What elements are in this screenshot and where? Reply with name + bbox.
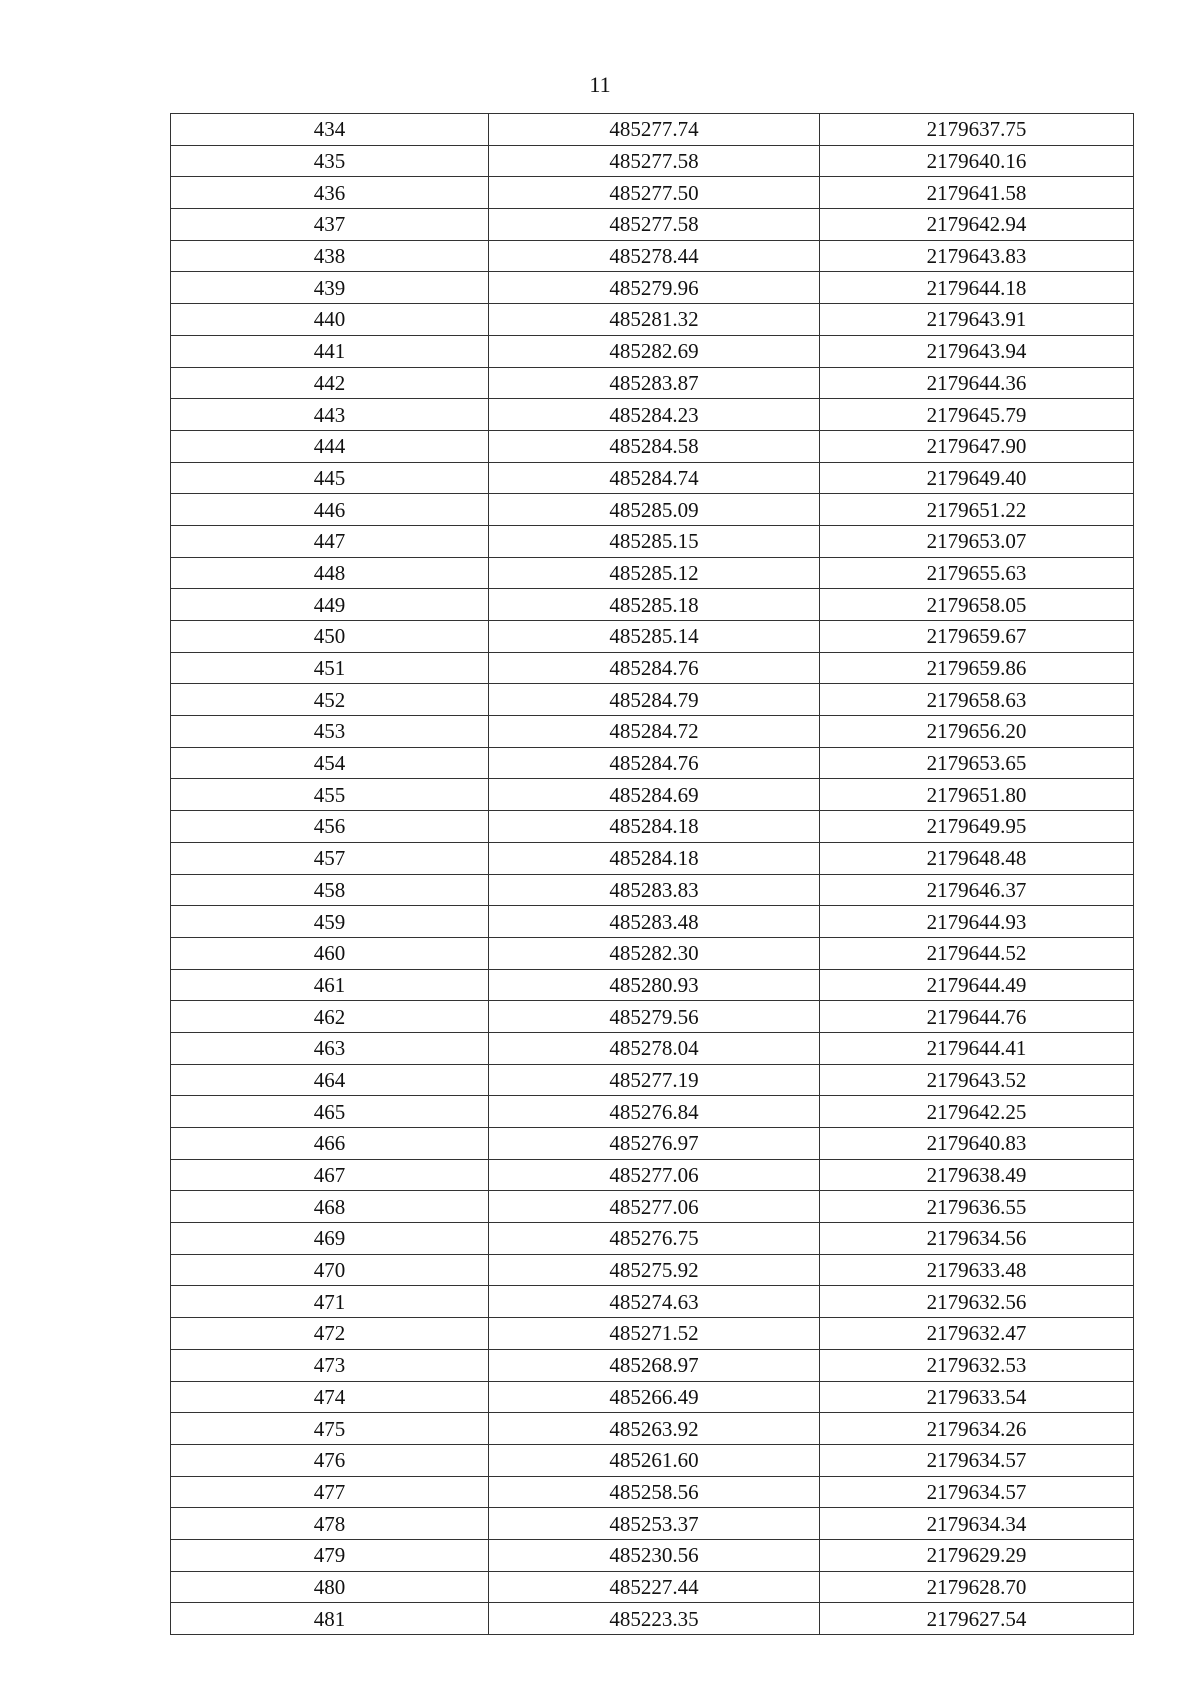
y-coordinate-cell: 2179643.83 [820,240,1134,272]
point-number-cell: 465 [171,1096,489,1128]
table-row [171,1349,1134,1381]
x-coordinate-cell: 485253.37 [489,1508,820,1540]
table-row [171,1318,1134,1350]
point-number-cell: 472 [171,1318,489,1350]
point-number-cell: 435 [171,145,489,177]
table-row [171,1128,1134,1160]
x-coordinate-cell: 485284.76 [489,747,820,779]
x-coordinate-cell: 485279.56 [489,1001,820,1033]
point-number-cell: 452 [171,684,489,716]
point-number-cell: 458 [171,874,489,906]
y-coordinate-cell: 2179644.36 [820,367,1134,399]
point-number-cell: 478 [171,1508,489,1540]
table-row [171,747,1134,779]
x-coordinate-cell: 485263.92 [489,1413,820,1445]
table-row [171,621,1134,653]
y-coordinate-cell: 2179649.40 [820,462,1134,494]
x-coordinate-cell: 485285.15 [489,525,820,557]
x-coordinate-cell: 485277.50 [489,177,820,209]
point-number-cell: 442 [171,367,489,399]
point-number-cell: 445 [171,462,489,494]
y-coordinate-cell: 2179644.18 [820,272,1134,304]
point-number-cell: 453 [171,716,489,748]
point-number-cell: 466 [171,1128,489,1160]
x-coordinate-cell: 485276.84 [489,1096,820,1128]
table-row [171,1223,1134,1255]
y-coordinate-cell: 2179647.90 [820,430,1134,462]
point-number-cell: 463 [171,1032,489,1064]
point-number-cell: 479 [171,1539,489,1571]
table-row [171,1064,1134,1096]
point-number-cell: 451 [171,652,489,684]
y-coordinate-cell: 2179636.55 [820,1191,1134,1223]
y-coordinate-cell: 2179653.07 [820,525,1134,557]
y-coordinate-cell: 2179640.83 [820,1128,1134,1160]
x-coordinate-cell: 485276.97 [489,1128,820,1160]
y-coordinate-cell: 2179633.54 [820,1381,1134,1413]
table-row [171,1254,1134,1286]
x-coordinate-cell: 485284.76 [489,652,820,684]
x-coordinate-cell: 485284.18 [489,811,820,843]
y-coordinate-cell: 2179655.63 [820,557,1134,589]
x-coordinate-cell: 485280.93 [489,969,820,1001]
point-number-cell: 477 [171,1476,489,1508]
x-coordinate-cell: 485284.69 [489,779,820,811]
x-coordinate-cell: 485227.44 [489,1571,820,1603]
y-coordinate-cell: 2179644.41 [820,1032,1134,1064]
x-coordinate-cell: 485261.60 [489,1444,820,1476]
point-number-cell: 456 [171,811,489,843]
point-number-cell: 471 [171,1286,489,1318]
y-coordinate-cell: 2179632.53 [820,1349,1134,1381]
x-coordinate-cell: 485285.12 [489,557,820,589]
point-number-cell: 441 [171,335,489,367]
x-coordinate-cell: 485223.35 [489,1603,820,1635]
point-number-cell: 470 [171,1254,489,1286]
y-coordinate-cell: 2179648.48 [820,842,1134,874]
point-number-cell: 481 [171,1603,489,1635]
x-coordinate-cell: 485277.58 [489,145,820,177]
x-coordinate-cell: 485258.56 [489,1476,820,1508]
table-row [171,430,1134,462]
x-coordinate-cell: 485285.09 [489,494,820,526]
table-row [171,969,1134,1001]
table-row [171,335,1134,367]
point-number-cell: 446 [171,494,489,526]
table-row [171,145,1134,177]
y-coordinate-cell: 2179634.57 [820,1476,1134,1508]
x-coordinate-cell: 485284.18 [489,842,820,874]
table-row [171,1603,1134,1635]
y-coordinate-cell: 2179634.26 [820,1413,1134,1445]
table-row [171,1571,1134,1603]
y-coordinate-cell: 2179628.70 [820,1571,1134,1603]
point-number-cell: 475 [171,1413,489,1445]
x-coordinate-cell: 485283.87 [489,367,820,399]
point-number-cell: 468 [171,1191,489,1223]
x-coordinate-cell: 485284.79 [489,684,820,716]
table-row [171,652,1134,684]
x-coordinate-cell: 485278.44 [489,240,820,272]
x-coordinate-cell: 485277.74 [489,114,820,146]
x-coordinate-cell: 485284.58 [489,430,820,462]
table-row [171,557,1134,589]
table-row [171,1286,1134,1318]
table-row [171,1001,1134,1033]
y-coordinate-cell: 2179641.58 [820,177,1134,209]
point-number-cell: 467 [171,1159,489,1191]
table-row [171,906,1134,938]
table-row [171,525,1134,557]
y-coordinate-cell: 2179632.47 [820,1318,1134,1350]
table-row [171,1476,1134,1508]
point-number-cell: 439 [171,272,489,304]
point-number-cell: 434 [171,114,489,146]
x-coordinate-cell: 485275.92 [489,1254,820,1286]
x-coordinate-cell: 485284.72 [489,716,820,748]
point-number-cell: 450 [171,621,489,653]
table-row [171,494,1134,526]
y-coordinate-cell: 2179656.20 [820,716,1134,748]
x-coordinate-cell: 485278.04 [489,1032,820,1064]
table-row [171,1444,1134,1476]
table-row [171,1508,1134,1540]
x-coordinate-cell: 485274.63 [489,1286,820,1318]
x-coordinate-cell: 485230.56 [489,1539,820,1571]
x-coordinate-cell: 485284.23 [489,399,820,431]
y-coordinate-cell: 2179640.16 [820,145,1134,177]
y-coordinate-cell: 2179633.48 [820,1254,1134,1286]
table-row [171,842,1134,874]
y-coordinate-cell: 2179643.52 [820,1064,1134,1096]
x-coordinate-cell: 485279.96 [489,272,820,304]
x-coordinate-cell: 485277.58 [489,209,820,241]
table-row [171,1413,1134,1445]
x-coordinate-cell: 485285.14 [489,621,820,653]
x-coordinate-cell: 485271.52 [489,1318,820,1350]
table-row [171,1096,1134,1128]
y-coordinate-cell: 2179634.34 [820,1508,1134,1540]
y-coordinate-cell: 2179642.25 [820,1096,1134,1128]
x-coordinate-cell: 485276.75 [489,1223,820,1255]
point-number-cell: 436 [171,177,489,209]
table-row [171,177,1134,209]
x-coordinate-cell: 485281.32 [489,304,820,336]
y-coordinate-cell: 2179638.49 [820,1159,1134,1191]
y-coordinate-cell: 2179646.37 [820,874,1134,906]
point-number-cell: 462 [171,1001,489,1033]
point-number-cell: 457 [171,842,489,874]
x-coordinate-cell: 485283.83 [489,874,820,906]
table-row [171,716,1134,748]
y-coordinate-cell: 2179658.63 [820,684,1134,716]
y-coordinate-cell: 2179645.79 [820,399,1134,431]
y-coordinate-cell: 2179649.95 [820,811,1134,843]
y-coordinate-cell: 2179634.56 [820,1223,1134,1255]
table-row [171,1191,1134,1223]
y-coordinate-cell: 2179642.94 [820,209,1134,241]
table-row [171,684,1134,716]
point-number-cell: 454 [171,747,489,779]
table-row [171,114,1134,146]
point-number-cell: 469 [171,1223,489,1255]
y-coordinate-cell: 2179644.76 [820,1001,1134,1033]
x-coordinate-cell: 485266.49 [489,1381,820,1413]
table-row [171,779,1134,811]
coordinates-table-body [171,114,1134,1635]
point-number-cell: 447 [171,525,489,557]
table-row [171,399,1134,431]
y-coordinate-cell: 2179634.57 [820,1444,1134,1476]
table-row [171,272,1134,304]
table-row [171,874,1134,906]
point-number-cell: 437 [171,209,489,241]
x-coordinate-cell: 485284.74 [489,462,820,494]
y-coordinate-cell: 2179637.75 [820,114,1134,146]
y-coordinate-cell: 2179651.22 [820,494,1134,526]
point-number-cell: 464 [171,1064,489,1096]
y-coordinate-cell: 2179644.52 [820,937,1134,969]
x-coordinate-cell: 485282.30 [489,937,820,969]
table-row [171,937,1134,969]
point-number-cell: 476 [171,1444,489,1476]
point-number-cell: 440 [171,304,489,336]
x-coordinate-cell: 485277.06 [489,1159,820,1191]
y-coordinate-cell: 2179643.91 [820,304,1134,336]
point-number-cell: 474 [171,1381,489,1413]
page-number: 11 [589,72,611,97]
table-row [171,367,1134,399]
x-coordinate-cell: 485283.48 [489,906,820,938]
table-row [171,1381,1134,1413]
table-row [171,589,1134,621]
point-number-cell: 473 [171,1349,489,1381]
x-coordinate-cell: 485282.69 [489,335,820,367]
y-coordinate-cell: 2179627.54 [820,1603,1134,1635]
point-number-cell: 460 [171,937,489,969]
table-row [171,209,1134,241]
point-number-cell: 443 [171,399,489,431]
x-coordinate-cell: 485277.06 [489,1191,820,1223]
table-row [171,1032,1134,1064]
y-coordinate-cell: 2179658.05 [820,589,1134,621]
x-coordinate-cell: 485285.18 [489,589,820,621]
y-coordinate-cell: 2179643.94 [820,335,1134,367]
y-coordinate-cell: 2179659.67 [820,621,1134,653]
table-row [171,811,1134,843]
table-row [171,304,1134,336]
table-row [171,462,1134,494]
y-coordinate-cell: 2179632.56 [820,1286,1134,1318]
y-coordinate-cell: 2179659.86 [820,652,1134,684]
coordinates-table [170,113,1134,1635]
x-coordinate-cell: 485268.97 [489,1349,820,1381]
y-coordinate-cell: 2179651.80 [820,779,1134,811]
point-number-cell: 461 [171,969,489,1001]
point-number-cell: 455 [171,779,489,811]
point-number-cell: 444 [171,430,489,462]
point-number-cell: 480 [171,1571,489,1603]
y-coordinate-cell: 2179653.65 [820,747,1134,779]
y-coordinate-cell: 2179644.93 [820,906,1134,938]
y-coordinate-cell: 2179644.49 [820,969,1134,1001]
table-row [171,1539,1134,1571]
x-coordinate-cell: 485277.19 [489,1064,820,1096]
table-row [171,240,1134,272]
y-coordinate-cell: 2179629.29 [820,1539,1134,1571]
point-number-cell: 438 [171,240,489,272]
table-row [171,1159,1134,1191]
point-number-cell: 449 [171,589,489,621]
point-number-cell: 448 [171,557,489,589]
point-number-cell: 459 [171,906,489,938]
